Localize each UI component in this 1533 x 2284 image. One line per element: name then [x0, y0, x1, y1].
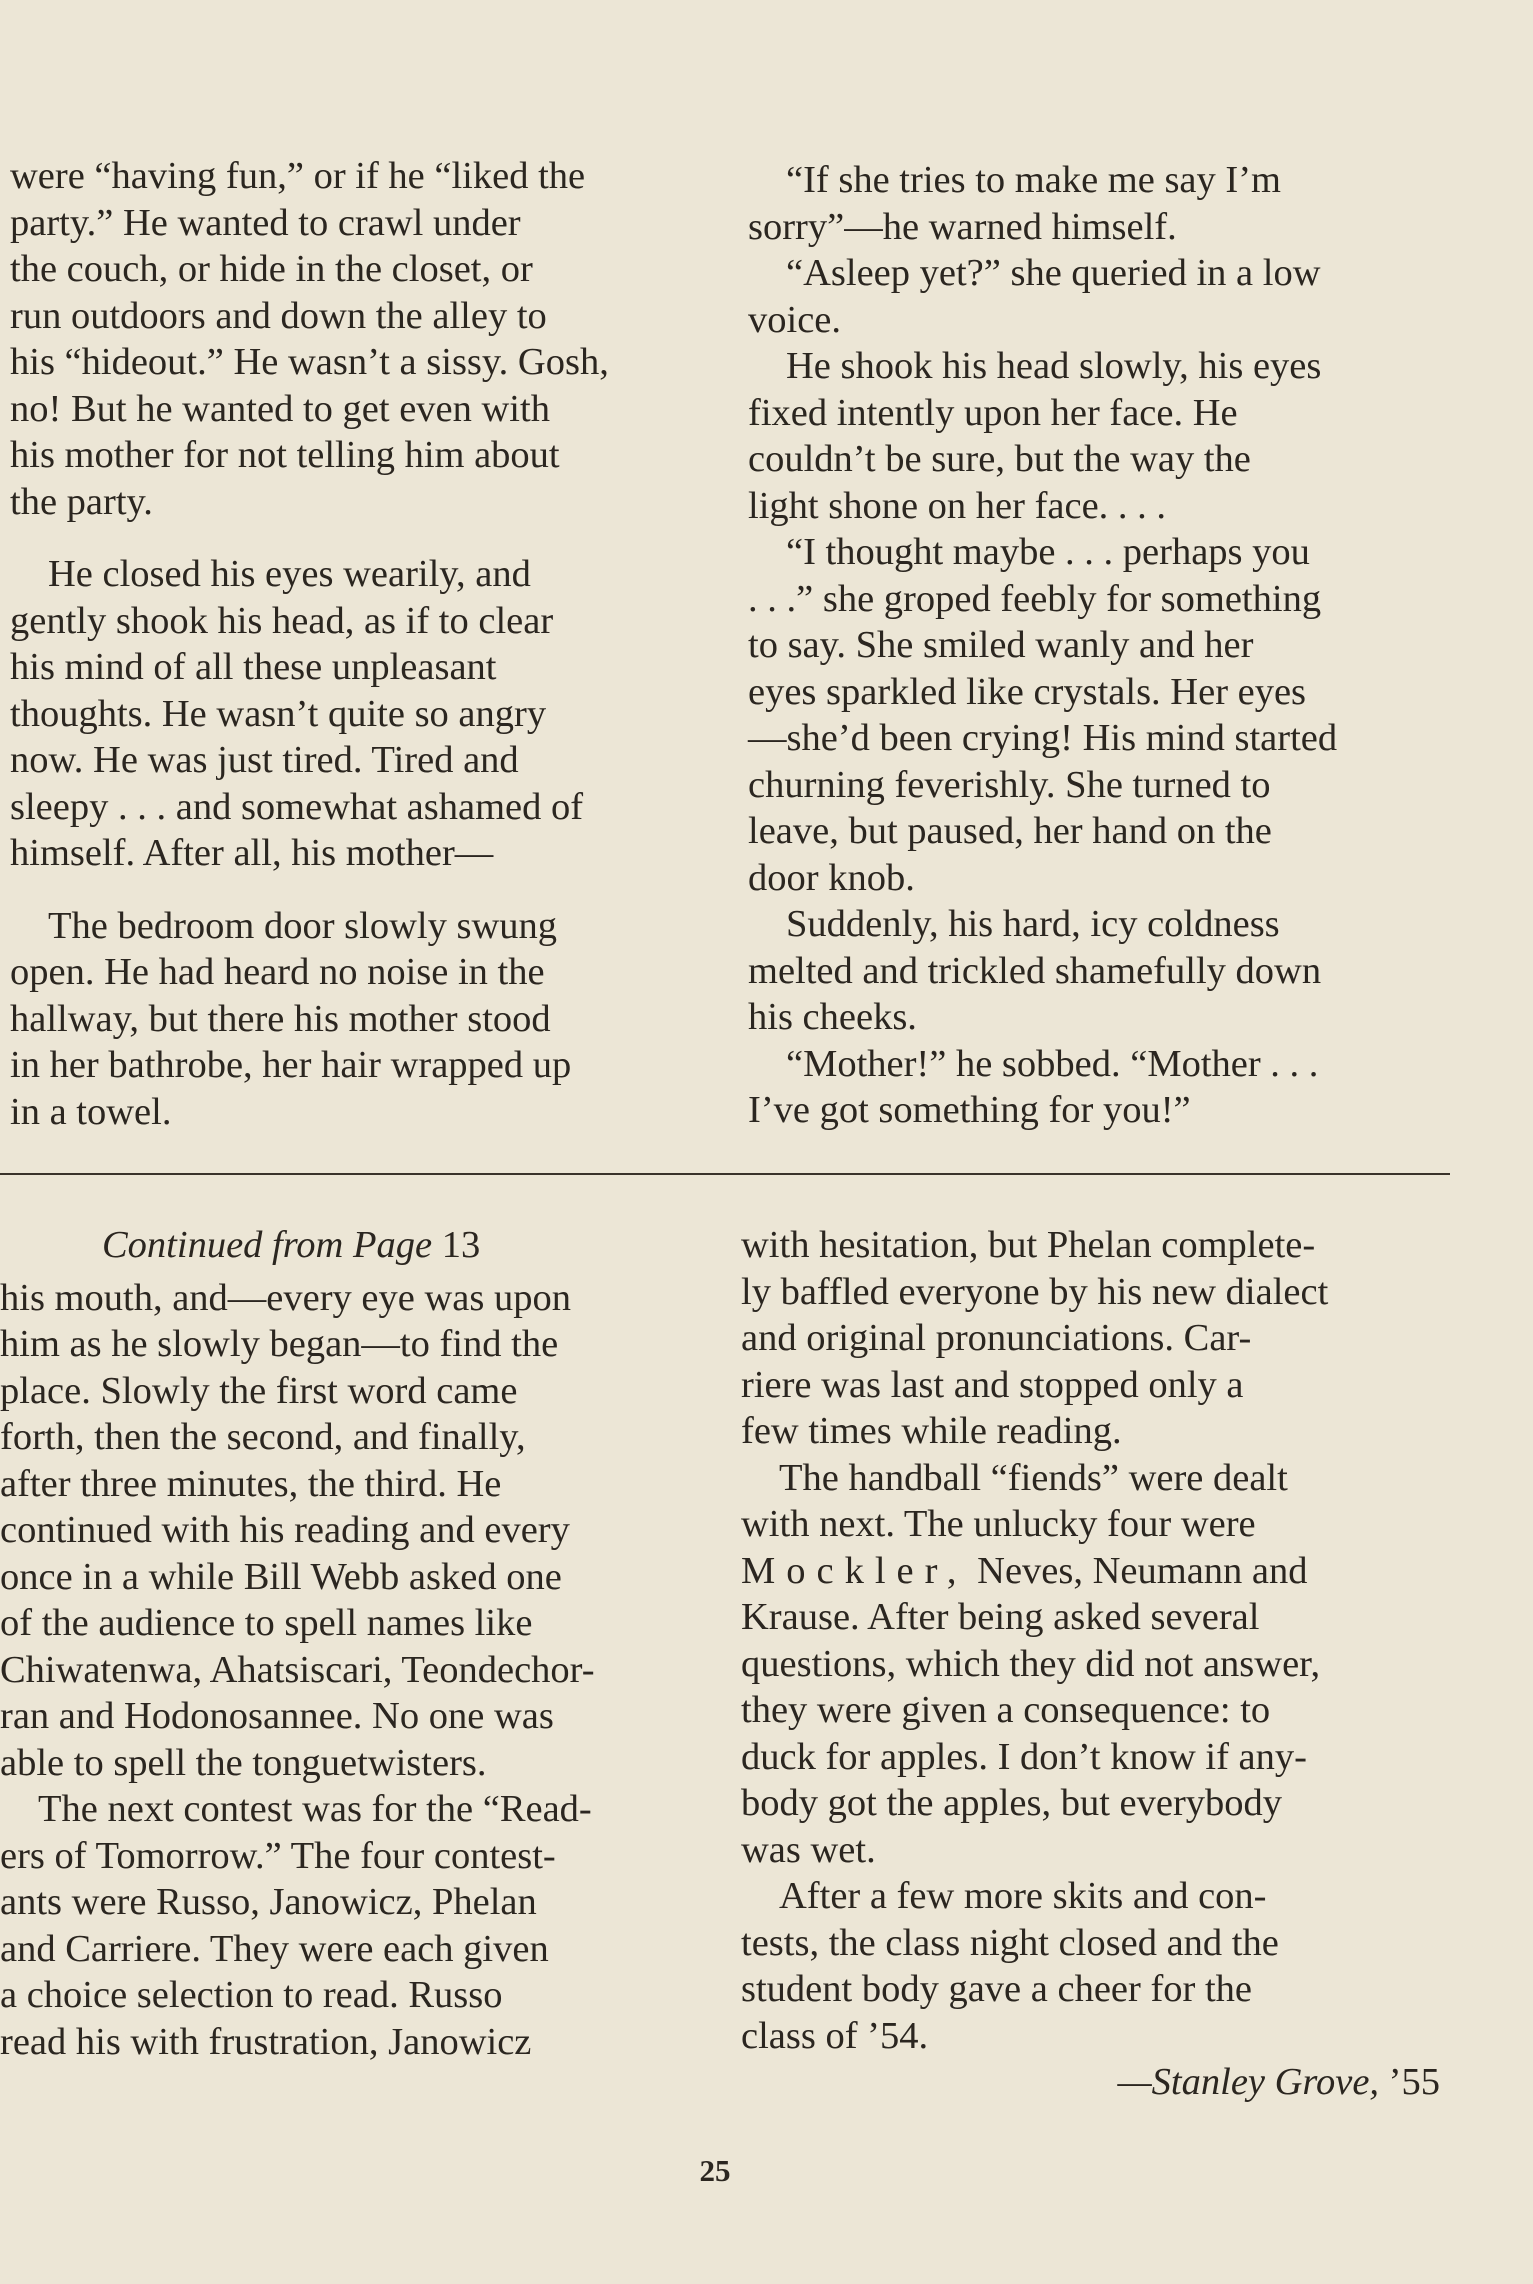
author-year: ’55: [1388, 2061, 1440, 2103]
paragraph: [741, 1222, 1443, 1455]
page-number: 25: [699, 2153, 731, 2188]
paragraph: [748, 343, 1454, 529]
line: his cheeks.: [748, 996, 917, 1038]
line: After a few more skits and con-: [779, 1875, 1267, 1917]
line: The next contest was for the “Read-: [38, 1788, 592, 1830]
line: they were given a consequence: to: [741, 1689, 1271, 1731]
line: read his with frustration, Janowicz: [0, 2020, 532, 2063]
line: to say. She smiled wanly and her: [748, 624, 1254, 666]
paragraph: [748, 250, 1454, 343]
line: . . .” she groped feebly for something: [748, 577, 1322, 620]
paragraph: [748, 901, 1454, 1041]
line: few times while reading.: [741, 1410, 1122, 1452]
paragraph: [748, 157, 1454, 250]
line: “I thought maybe . . . perhaps you: [786, 531, 1310, 573]
paragraph: [10, 551, 704, 877]
line: body got the apples, but everybody: [741, 1782, 1283, 1824]
section-divider: [0, 1173, 1450, 1175]
paragraph: [741, 1873, 1443, 2059]
line: student body gave a cheer for the: [741, 1968, 1252, 2010]
line: the party.: [10, 480, 153, 523]
line: “Asleep yet?” she queried in a low: [786, 252, 1321, 294]
line: was wet.: [741, 1828, 876, 1871]
line: a choice selection to read. Russo: [0, 1974, 503, 2016]
line: able to spell the tonguetwisters.: [0, 1741, 487, 1784]
line: open. He had heard no noise in the: [10, 951, 545, 993]
line: once in a while Bill Webb asked one: [0, 1555, 562, 1598]
line: light shone on her face. . . .: [748, 484, 1167, 527]
line: questions, which they did not answer,: [741, 1642, 1321, 1685]
line: his mind of all these unpleasant: [10, 646, 497, 688]
paragraph: [748, 529, 1454, 901]
line: were “having fun,” or if he “liked the: [10, 155, 586, 197]
line: the couch, or hide in the closet, or: [10, 248, 533, 290]
line: sleepy . . . and somewhat ashamed of: [10, 785, 584, 828]
author-name: —Stanley Grove,: [1117, 2061, 1380, 2103]
line: “If she tries to make me say I’m: [786, 159, 1281, 201]
line: party.” He wanted to crawl under: [10, 201, 521, 244]
line: He shook his head slowly, his eyes: [786, 345, 1322, 387]
line: now. He was just tired. Tired and: [10, 739, 519, 781]
line: The bedroom door slowly swung: [48, 904, 557, 947]
line: class of ’54.: [741, 2014, 929, 2057]
line: ants were Russo, Janowicz, Phelan: [0, 1881, 537, 1923]
line: Krause. After being asked several: [741, 1596, 1260, 1638]
line: continued with his reading and every: [0, 1509, 570, 1551]
line: tests, the class night closed and the: [741, 1921, 1279, 1964]
continued-label: Continued from Page: [102, 1224, 433, 1266]
line: ers of Tomorrow.” The four contest-: [0, 1834, 556, 1877]
line: him as he slowly began—to find the: [0, 1323, 559, 1365]
line: himself. After all, his mother—: [10, 832, 494, 874]
paragraph: [748, 1041, 1454, 1134]
line: with hesitation, but Phelan complete-: [741, 1224, 1316, 1266]
continued-note: [0, 1222, 690, 1269]
line: melted and trickled shamefully down: [748, 949, 1322, 992]
line: eyes sparkled like crystals. Her eyes: [748, 670, 1307, 713]
line: hallway, but there his mother stood: [10, 997, 551, 1040]
author-signature: [741, 2059, 1443, 2106]
paragraph: [0, 1786, 690, 2065]
line: his “hideout.” He wasn’t a sissy. Gosh,: [10, 341, 609, 383]
line: —she’d been crying! His mind started: [748, 717, 1338, 759]
line: I’ve got something for you!”: [748, 1089, 1191, 1131]
article-column-right: [741, 1222, 1443, 2106]
line: ran and Hodonosannee. No one was: [0, 1695, 554, 1737]
line: and Carriere. They were each given: [0, 1927, 549, 1970]
line: churning feverishly. She turned to: [748, 763, 1271, 806]
line: his mouth, and—every eye was upon: [0, 1276, 571, 1319]
article-column-left: [0, 1222, 690, 2065]
line: The handball “fiends” were dealt: [779, 1456, 1288, 1499]
line: gently shook his head, as if to clear: [10, 599, 554, 642]
paragraph: [0, 1275, 690, 1787]
line: forth, then the second, and finally,: [0, 1416, 526, 1458]
line: no! But he wanted to get even with: [10, 387, 550, 430]
continued-page: 13: [441, 1224, 481, 1266]
line: fixed intently upon her face. He: [748, 391, 1238, 434]
spaced-name: Mockler,: [741, 1549, 968, 1592]
line: riere was last and stopped only a: [741, 1363, 1244, 1406]
story-column-right: [748, 157, 1454, 1134]
line: ly baffled everyone by his new dialect: [741, 1270, 1329, 1313]
line: “Mother!” he sobbed. “Mother . . .: [786, 1042, 1319, 1085]
line: in her bathrobe, her hair wrapped up: [10, 1044, 572, 1086]
line: and original pronunciations. Car-: [741, 1317, 1252, 1359]
line: Neves, Neumann and: [967, 1549, 1308, 1592]
line: door knob.: [748, 856, 915, 899]
line: Chiwatenwa, Ahatsiscari, Teondechor-: [0, 1648, 595, 1691]
paragraph: [10, 153, 704, 525]
line: in a towel.: [10, 1090, 172, 1133]
line: sorry”—he warned himself.: [748, 205, 1177, 248]
line: his mother for not telling him about: [10, 434, 560, 476]
line: run outdoors and down the alley to: [10, 294, 547, 337]
line: thoughts. He wasn’t quite so angry: [10, 692, 547, 735]
line: duck for apples. I don’t know if any-: [741, 1735, 1307, 1778]
line: couldn’t be sure, but the way the: [748, 438, 1251, 480]
line: voice.: [748, 298, 841, 341]
paragraph: [741, 1455, 1443, 1874]
paragraph-rest: [741, 1596, 1320, 1871]
story-column-left: [10, 153, 704, 1135]
line: Suddenly, his hard, icy coldness: [786, 903, 1280, 945]
line: place. Slowly the first word came: [0, 1369, 518, 1412]
line: with next. The unlucky four were: [741, 1503, 1256, 1545]
line: leave, but paused, her hand on the: [748, 810, 1272, 852]
paragraph: [10, 903, 704, 1136]
line: He closed his eyes wearily, and: [48, 553, 531, 595]
line: after three minutes, the third. He: [0, 1462, 502, 1505]
line: of the audience to spell names like: [0, 1602, 533, 1644]
